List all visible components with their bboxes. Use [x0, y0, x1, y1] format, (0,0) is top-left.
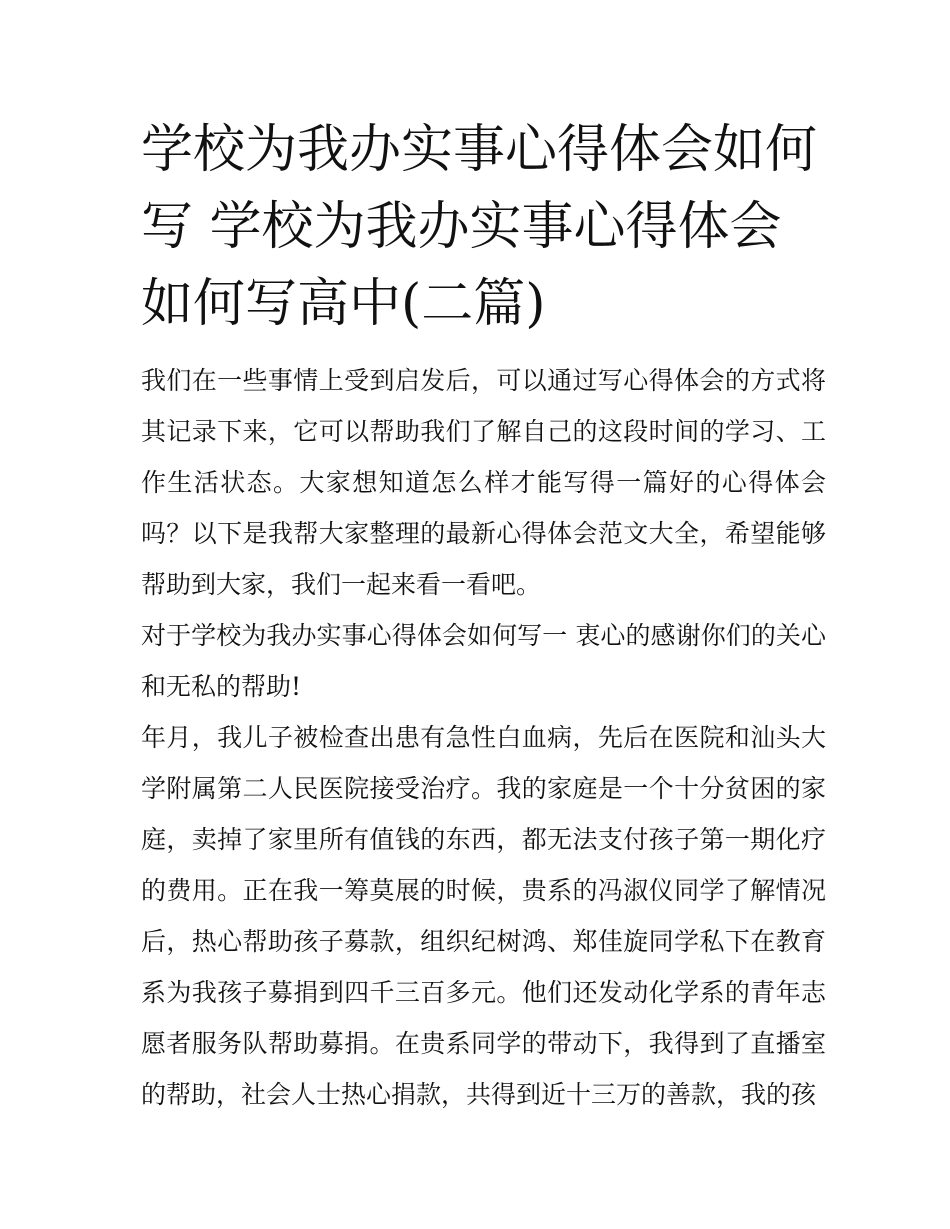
document-title: 学校为我办实事心得体会如何写 学校为我办实事心得体会如何写高中(二篇) — [141, 120, 818, 334]
paragraph-story: 年月，我儿子被检查出患有急性白血病，先后在医院和汕头大学附属第二人民医院接受治疗。我的家庭是一个十分贫困的家庭，卖掉了家里所有值钱的东西，都无法支付孩子第一期化疗的费用。正在我一筹莫展的时候，贵系的冯淑仪同学了解情况后，热心帮助孩子募款，组织纪树鸿、郑佳旋同学私下在教育系为我孩子募捐到四千三百多元。他们还发动化学系的青年志愿者服务队帮助募捐。在贵系同学的带动下，我得到了直播室的帮助，社会人士热心捐款，共得到近十三万的善款，我的孩 — [141, 723, 826, 1109]
paragraph-intro: 我们在一些事情上受到启发后，可以通过写心得体会的方式将其记录下来，它可以帮助我们了解自己的这段时间的学习、工作生活状态。大家想知道怎么样才能写得一篇好的心得体会吗？以下是我帮大家整理的最新心得体会范文大全，希望能够帮助到大家，我们一起来看一看吧。 — [141, 366, 826, 599]
paragraph-heading-one: 对于学校为我办实事心得体会如何写一 衷心的感谢你们的关心和无私的帮助! — [141, 621, 826, 701]
document-body — [141, 355, 826, 1120]
